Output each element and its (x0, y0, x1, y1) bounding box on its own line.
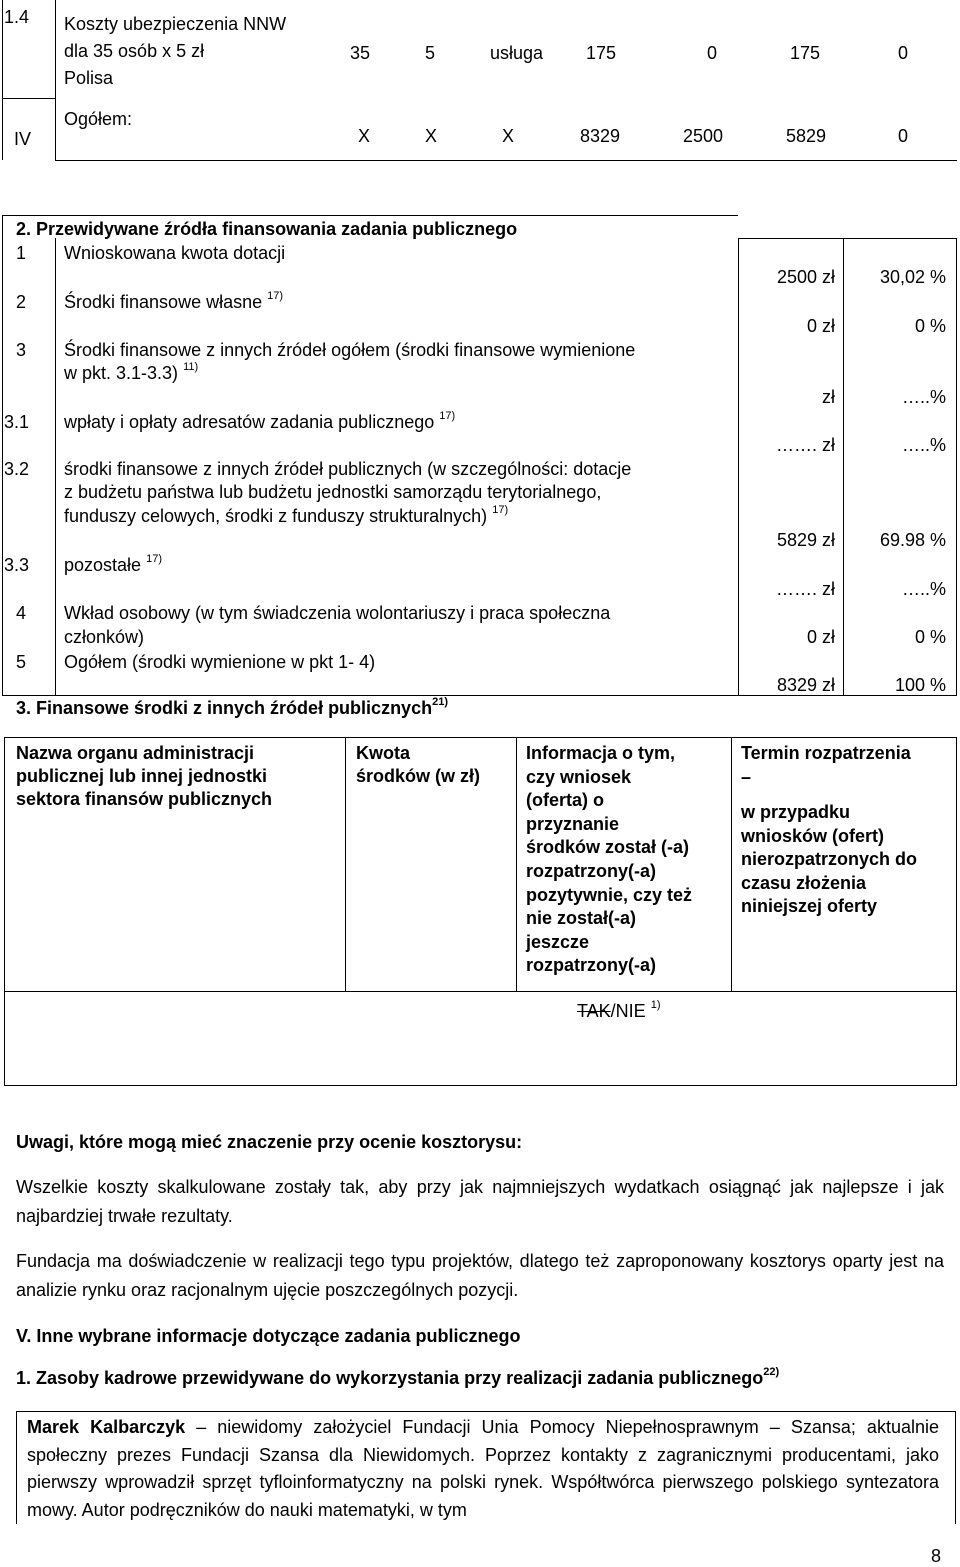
source-amount: 8329 zł (776, 675, 835, 695)
source-label: Wnioskowana kwota dotacji (64, 243, 286, 263)
footnote-ref: 17) (492, 504, 509, 516)
source-percent: 100 % (894, 675, 946, 695)
source-label: Wkład osobowy (w tym świadczenia wolontariuszy i praca społeczna (64, 603, 611, 623)
row-number: 3.1 (4, 412, 30, 432)
cost-unit: usługa (490, 43, 544, 63)
total-label: Ogółem: (64, 109, 133, 129)
total-unit-price: X (425, 126, 438, 146)
footnote-ref: 11) (183, 361, 199, 373)
cost-other: 0 (898, 43, 909, 63)
footnote-ref: 17) (439, 410, 456, 422)
source-percent: …..% (901, 387, 946, 407)
source-label: pozostałe (64, 555, 142, 575)
source-amount: 0 zł (806, 627, 835, 647)
row-number: 5 (16, 652, 27, 672)
section-title: 2. Przewidywane źródła finansowania zadania publicznego (16, 219, 518, 239)
remarks-title: Uwagi, które mogą mieć znaczenie przy ocenie kosztorysu: (16, 1132, 523, 1152)
source-label: Środki finansowe z innych źródeł ogółem (środki finansowe wymienione (64, 340, 636, 360)
source-percent: 30,02 % (879, 267, 946, 287)
cost-quantity: 35 (350, 43, 371, 63)
source-label: funduszy celowych, środki z funduszy strukturalnych) (64, 506, 488, 526)
row-number: 2 (16, 292, 27, 312)
total-cost: 8329 (580, 126, 621, 146)
tak-nie-choice: TAK/NIE $^{1)}$ (577, 999, 661, 1021)
total-own: 5829 (786, 126, 827, 146)
source-percent: 69.98 % (879, 530, 946, 550)
staff-name: Marek Kalbarczyk (27, 1417, 186, 1437)
source-label: w pkt. 3.1-3.3) (64, 363, 179, 383)
source-amount: zł (822, 387, 835, 407)
column-header-amount: Kwota środków (w zł) (356, 743, 481, 786)
source-label: wpłaty i opłaty adresatów zadania publicznego (64, 412, 435, 432)
total-quantity: X (358, 126, 371, 146)
row-number: 3 (16, 340, 27, 360)
remarks-paragraph: Wszelkie koszty skalkulowane zostały tak, aby przy jak najmniejszych wydatkach osiągnąć jak najlepsze i jak najbardziej trwałe rezultaty. (16, 1177, 944, 1226)
cost-description: Polisa (64, 68, 114, 88)
source-label: środki finansowe z innych źródeł publicznych (w szczególności: dotacje (64, 459, 632, 479)
source-amount: 2500 zł (776, 267, 835, 287)
staff-box (16, 1411, 956, 1524)
column-header-status: Informacja o tym, czy wniosek (oferta) o przyznanie środków został (-a) rozpatrzony(-a) pozytywnie, czy też nie został(-a) jeszcze rozpatrzony(-a) (526, 743, 693, 976)
section-title: 3. Finansowe środki z innych źródeł publicznych$^{21)}$ (16, 696, 448, 718)
cost-own: 175 (790, 43, 821, 63)
source-amount: 5829 zł (776, 530, 835, 550)
footnote-ref: 17) (146, 553, 162, 565)
cost-description: Koszty ubezpieczenia NNW (64, 14, 287, 34)
total-unit: X (502, 126, 515, 146)
source-label: Środki finansowe własne (64, 292, 263, 312)
source-amount: ……. zł (775, 435, 835, 455)
source-percent: 0 % (914, 316, 946, 336)
remarks-paragraph: Fundacja ma doświadczenie w realizacji tego typu projektów, dlatego też zaproponowany kosztorys oparty jest na analizie rynku oraz racjonalnym ujęcie poszczególnych pozycji. (16, 1251, 944, 1300)
cost-unit-price: 5 (425, 43, 436, 63)
column-header-deadline: Termin rozpatrzenia – w przypadku wniosków (ofert) nierozpatrzonych do czasu złożenia niniejszej oferty (741, 743, 918, 916)
row-number: 3.3 (4, 555, 30, 575)
row-number: 1 (16, 243, 27, 263)
source-label: z budżetu państwa lub budżetu jednostki samorządu terytorialnego, (64, 482, 602, 502)
page-number: 8 (931, 1546, 942, 1566)
total-grant: 2500 (683, 126, 724, 146)
footnote-ref: 21) (432, 696, 448, 708)
source-label: członków) (64, 627, 145, 647)
source-amount: 0 zł (806, 316, 835, 336)
cost-description: dla 35 osób x 5 zł (64, 41, 205, 61)
source-label: Ogółem (środki wymienione w pkt 1- 4) (64, 652, 376, 672)
source-percent: …..% (901, 579, 946, 599)
staff-description: Marek Kalbarczyk – niewidomy założyciel Fundacji Unia Pomocy Niepełnosprawnym – Szansa; aktualnie społeczny prezes Fundacji Szansa dla Niewidomych. Poprzez kontakty z zagranicznymi producentami, jako pierwszy wprowadził sprzęt tyfloinformatyczny na polski rynek. Współtwórca pierwszego polskiego syntezatora mowy. Autor podręczników do nauki matematyki, w tym (27, 1417, 939, 1520)
total-other: 0 (898, 126, 909, 146)
row-number: 4 (16, 603, 27, 623)
section-title: V. Inne wybrane informacje dotyczące zadania publicznego (16, 1326, 521, 1346)
source-percent: …..% (901, 435, 946, 455)
source-amount: ……. zł (775, 579, 835, 599)
source-percent: 0 % (914, 627, 946, 647)
row-number: 1.4 (4, 7, 30, 27)
row-number: 3.2 (4, 459, 30, 479)
subsection-title: 1. Zasoby kadrowe przewidywane do wykorzystania przy realizacji zadania publicznego$^{22)}$ (16, 1366, 780, 1388)
cost-total: 175 (586, 43, 617, 63)
row-number: IV (14, 129, 32, 149)
footnote-ref: 17) (267, 290, 284, 302)
cost-grant: 0 (707, 43, 718, 63)
column-header-organ: Nazwa organu administracji publicznej lub innej jednostki sektora finansów publicznych (16, 743, 273, 809)
